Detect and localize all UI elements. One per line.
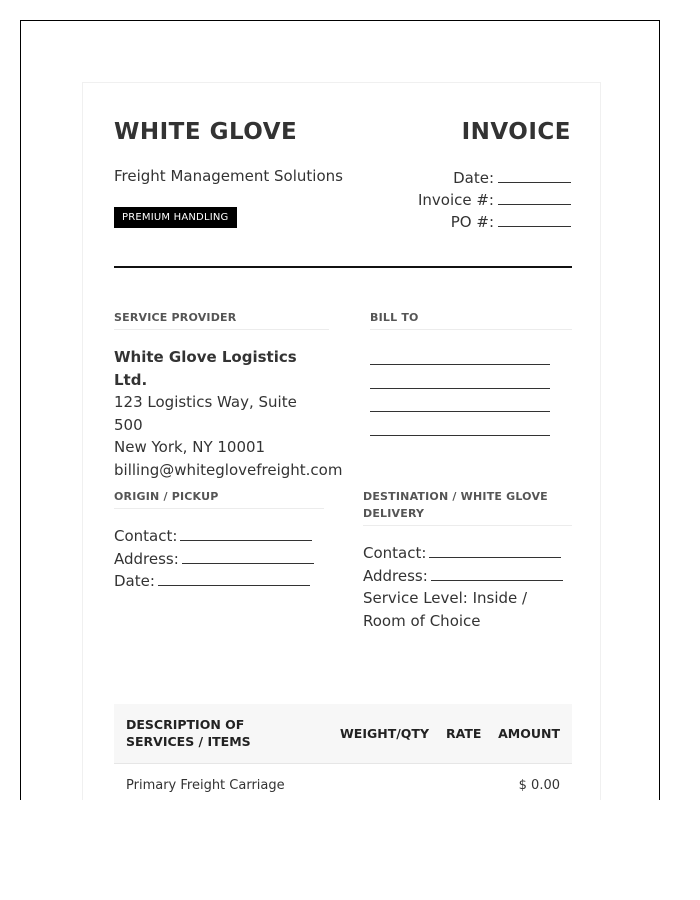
provider-address-line2: New York, NY 10001 — [114, 438, 266, 456]
bill-to-line-4[interactable] — [370, 415, 550, 436]
col-amount: AMOUNT — [498, 726, 560, 741]
origin-section — [114, 488, 324, 593]
invoice-sheet — [82, 82, 601, 800]
origin-address-blank[interactable] — [182, 549, 314, 564]
destination-heading: DESTINATION / WHITE GLOVE DELIVERY — [363, 488, 572, 526]
meta-po-row — [418, 211, 571, 233]
origin-date-label: Date: — [114, 572, 155, 590]
provider-name: White Glove Logistics Ltd. — [114, 348, 297, 389]
col-weight-qty: WEIGHT/QTY — [340, 726, 429, 741]
table-row — [114, 764, 572, 800]
invoice-title: INVOICE — [461, 119, 571, 145]
origin-fields — [114, 525, 324, 593]
destination-address-row — [363, 565, 572, 588]
row-description: Primary Freight Carriage — [126, 778, 285, 793]
service-provider-details — [114, 346, 343, 481]
destination-service-level: Service Level: Inside / Room of Choice — [363, 589, 528, 630]
meta-invoice-label: Invoice #: — [417, 191, 494, 209]
origin-heading: ORIGIN / PICKUP — [114, 488, 324, 509]
company-tagline: Freight Management Solutions — [114, 167, 343, 185]
premium-handling-badge: PREMIUM HANDLING — [114, 207, 237, 228]
service-provider-heading: SERVICE PROVIDER — [114, 309, 329, 330]
bill-to-line-1[interactable] — [370, 344, 550, 365]
origin-contact-label: Contact: — [114, 527, 178, 545]
destination-section — [363, 488, 572, 632]
meta-date-blank[interactable] — [498, 168, 571, 183]
bill-to-section — [370, 309, 572, 438]
meta-date-row — [418, 167, 571, 189]
origin-date-row — [114, 570, 324, 593]
bill-to-line-3[interactable] — [370, 391, 550, 412]
invoice-meta — [418, 167, 571, 233]
header-divider — [114, 266, 572, 268]
row-amount: $ 0.00 — [518, 778, 560, 793]
page-frame — [20, 20, 660, 800]
bill-to-line-2[interactable] — [370, 368, 550, 389]
provider-email: billing@whiteglovefreight.com — [114, 460, 343, 479]
meta-invoice-row — [418, 189, 571, 211]
col-description: DESCRIPTION OF SERVICES / ITEMS — [126, 717, 251, 749]
bill-to-heading: BILL TO — [370, 309, 572, 330]
meta-date-label: Date: — [453, 169, 494, 187]
destination-address-blank[interactable] — [431, 566, 563, 581]
bill-to-blanks — [370, 344, 572, 436]
origin-date-blank[interactable] — [158, 571, 310, 586]
destination-address-label: Address: — [363, 566, 428, 585]
company-name: WHITE GLOVE — [114, 119, 298, 145]
origin-contact-blank[interactable] — [180, 526, 312, 541]
destination-contact-label: Contact: — [363, 544, 427, 562]
col-rate: RATE — [446, 726, 482, 741]
destination-contact-blank[interactable] — [429, 543, 561, 558]
service-provider-section — [114, 309, 343, 481]
meta-po-blank[interactable] — [498, 212, 571, 227]
provider-address-line1: 123 Logistics Way, Suite 500 — [114, 393, 297, 434]
destination-contact-row — [363, 542, 572, 565]
origin-address-row — [114, 548, 324, 571]
meta-invoice-blank[interactable] — [498, 190, 571, 205]
meta-po-label: PO #: — [450, 213, 494, 231]
services-table-header — [114, 704, 572, 764]
origin-address-label: Address: — [114, 549, 179, 568]
destination-fields — [363, 542, 572, 632]
origin-contact-row — [114, 525, 324, 548]
